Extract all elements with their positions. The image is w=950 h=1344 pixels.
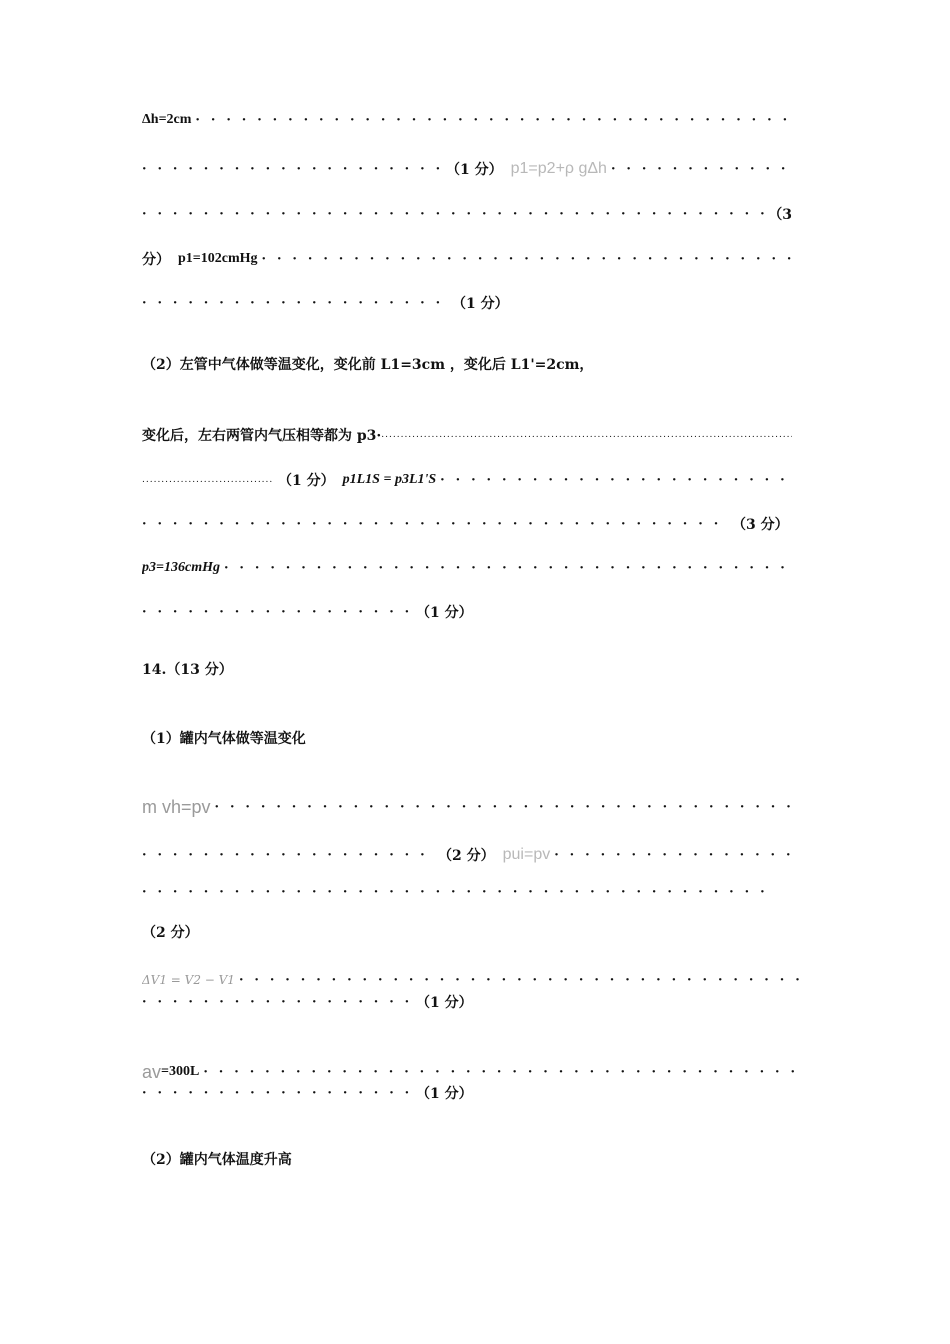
leader-dots [440,473,792,488]
formula-image-text: m vh=pv [142,796,211,817]
leader-dots [215,800,792,815]
line-dots-score [142,291,792,315]
paragraph-text: （1）罐内气体做等温变化 [142,731,306,747]
score-label: （3 分） [732,517,789,533]
line-boyle-equation [142,468,792,492]
paragraph-text: （2）左管中气体做等温变化，变化前 L1=3cm ，变化后 L1'=2cm， [142,357,594,373]
score-label: （1 分） [446,162,503,178]
score-label: （1 分） [452,296,509,312]
leader-dots [142,1086,412,1101]
question-14-heading [142,657,792,681]
paragraph-text: 变化后，左右两管内气压相等都为 p3· [142,428,382,444]
score-label: （3 [768,207,792,223]
line-delta-v [142,968,804,992]
score-label: （2 分） [438,848,495,864]
leader-dots [239,973,804,988]
leader-dots [262,252,792,267]
math-boyle: p1L1S = p3L1'S [342,472,437,487]
leader-dots [142,848,434,863]
line-dots-score [142,1081,792,1105]
line-score-formula [142,843,792,867]
math-volume: =300L [161,1064,200,1079]
leader-dots [224,561,792,576]
formula-pressure: p1=p2+ρ gΔh [510,160,607,177]
line-delta-h [142,108,792,132]
score-label: （1 分） [416,995,473,1011]
formula-image-text: av [142,1061,162,1082]
math-p3: p3=136cmHg [142,560,220,575]
line-score-formula [142,157,792,181]
leader-dots [142,162,442,177]
line-dots-score [142,990,792,1014]
leader-dots [142,475,274,485]
score-label: （1 分） [416,1086,473,1102]
score-label: （1 分） [416,605,473,621]
leader-dots [142,605,412,620]
line-formula-mvh [142,795,792,819]
line-part2-intro [142,352,792,376]
leader-dots [611,162,792,177]
leader-dots [381,430,792,440]
line-score [142,920,792,944]
line-part2-heading [142,1147,792,1171]
math-p1: p1=102cmHg [178,251,258,266]
leader-dots [195,113,792,128]
formula-image-text: pui=pv [502,846,551,863]
leader-dots [203,1065,804,1080]
leader-dots [142,995,412,1010]
score-label: （2 分） [142,925,199,941]
leader-dots [142,207,764,222]
line-dots-score [142,512,792,536]
line-part1-heading [142,726,792,750]
line-dots-score [142,600,792,624]
question-title: 14.（13 分） [142,662,233,678]
line-dots [142,880,768,904]
score-label: （1 分） [278,473,335,489]
paragraph-text: （2）罐内气体温度升高 [142,1152,292,1168]
leader-dots [554,848,792,863]
line-p3-value [142,556,792,580]
math-delta-h: Δh=2cm [142,112,192,127]
score-label: 分） [142,252,170,268]
line-dots-score [142,202,792,226]
line-p3-intro [142,423,792,447]
line-p1-value [142,247,792,271]
leader-dots [142,885,768,900]
formula-delta-v: ΔV1 = V2 − V1 [142,973,235,987]
leader-dots [142,517,728,532]
leader-dots [142,296,448,311]
